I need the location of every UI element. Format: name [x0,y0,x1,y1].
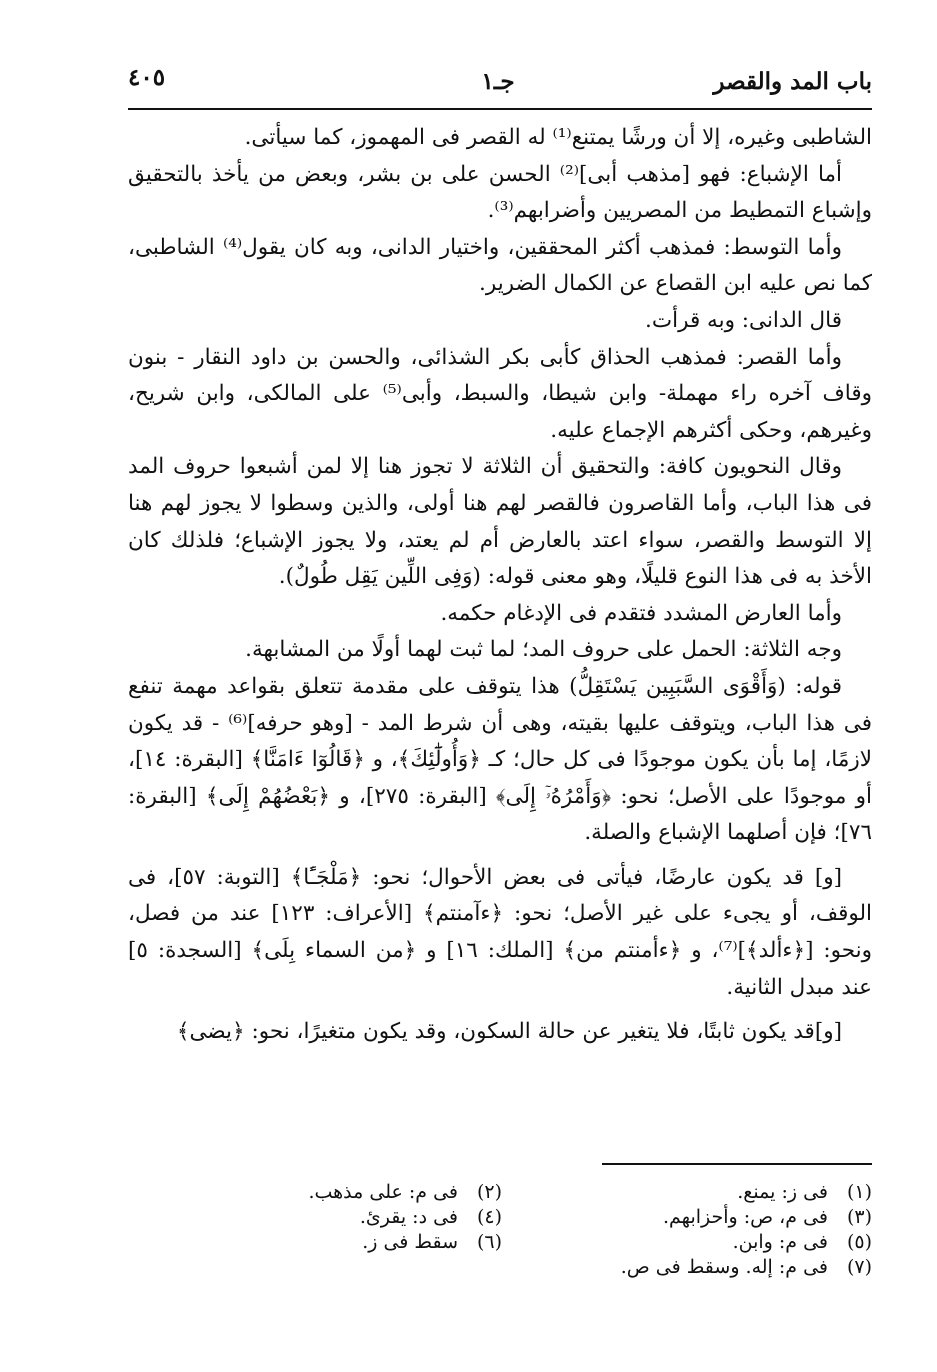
footnote-row [128,1180,872,1205]
footnote-text: فى م، ص: وأحزابهم. [663,1206,828,1228]
footnotes [128,1180,872,1280]
paragraph: وقال النحويون كافة: والتحقيق أن الثلاثة لا تجوز هنا إلا لمن أشبعوا حروف المد فى هذا الباب، وأما القاصرون فالقصر لهم هنا أولى، والذين وسطوا لا يجوز لهم هنا إلا التوسط والقصر، سواء اعتد بالعارض أم لم يعتد، ولا يجوز الإشباع؛ فلذلك كان الأخذ به فى هذا النوع قليلًا، وهو معنى قوله: (وَفِى اللِّين يَقِل طُولٌ). [128,454,872,590]
footnote [132,1205,502,1230]
paragraph: قال الدانى: وبه قرأت. [645,307,842,333]
footnote-text: فى م: وابن. [732,1231,828,1253]
paragraph: الشاطبى وغيره، إلا أن ورشًا يمتنع⁽¹⁾ له القصر فى المهموز، كما سيأتى. [244,125,872,150]
footnote-number: (١) [846,1181,872,1203]
footnote-number: (٤) [476,1206,502,1228]
paragraph: قوله: (وَأَقْوَى السَّبَبِين يَسْتَقِلُّ) هذا يتوقف على مقدمة تتعلق بقواعد مهمة تنفع فى هذا الباب، ويتوقف عليها بقيته، وهى أن شرط المد - [وهو حرفه]⁽⁶⁾ - قد يكون لازمًا، إما بأن يكون موجودًا فى كل حال؛ كـ ﴿وَأُولَٰٓئِكَ﴾، و ﴿قَالُوٓا ءَامَنَّا﴾ [البقرة: ١٤]، أو موجودًا على الأصل؛ نحو: ﴿وَأَمْرُهُۥٓ إِلَى﴾ [البقرة: ٢٧٥]، و ﴿بَعْضُهُمْ إِلَى﴾ [البقرة: ٧٦]؛ فإن أصلهما الإشباع والصلة. [128,673,872,846]
footnote-divider [602,1163,872,1165]
paragraph: وأما التوسط: فمذهب أكثر المحققين، واختيار الدانى، وبه كان يقول⁽⁴⁾ الشاطبى، كما نص عليه ابن القصاع عن الكمال الضرير. [128,234,872,297]
footnote-row [128,1230,872,1255]
footnote-row [128,1255,872,1280]
footnote [502,1205,872,1230]
footnote-text: فى د: يقرئ. [359,1206,458,1228]
header-divider [128,108,872,110]
footnote [132,1230,502,1255]
page-number: ٤٠٥ [128,64,166,91]
footnote [502,1255,872,1280]
paragraph: [و] قد يكون عارضًا، فيأتى فى بعض الأحوال؛ نحو: ﴿مَلْجَـًٔا﴾ [التوبة: ٥٧]، فى الوقف، أو يجىء على غير الأصل؛ نحو: ﴿ءآمنتم﴾ [الأعراف: ١٢٣] عند من فصل، ونحو: [﴿ءألد﴾]⁽⁷⁾، و ﴿ءأمنتم من﴾ [الملك: ١٦] و ﴿من السماء بِلَى﴾ [السجدة: ٥] عند مبدل الثانية. [128,864,873,1000]
page-header [128,56,872,108]
footnote-row [128,1205,872,1230]
footnote [502,1230,872,1255]
paragraph: وأما العارض المشدد فتقدم فى الإدغام حكمه. [440,600,842,626]
paragraph: أما الإشباع: فهو [مذهب أبى]⁽²⁾ الحسن على بن بشر، وبعض من يأخذ بالتحقيق وإشباع التمطيط من المصريين وأضرابهم⁽³⁾. [128,161,872,224]
footnote [132,1180,502,1205]
footnote-text: فى م: إله. وسقط فى ص. [620,1256,828,1278]
footnote-number: (٥) [846,1231,872,1253]
footnote-text: فى ز: يمنع. [737,1181,828,1203]
footnote-text: سقط فى ز. [362,1231,458,1253]
footnote-number: (٦) [476,1231,502,1253]
main-text [128,120,872,1051]
footnote-text: فى م: على مذهب. [308,1181,458,1203]
footnote [502,1180,872,1205]
footnote-number: (٧) [846,1256,872,1278]
footnote-number: (٣) [846,1206,872,1228]
chapter-title: باب المد والقصر [713,68,872,95]
footnote-number: (٢) [476,1181,502,1203]
paragraph: وجه الثلاثة: الحمل على حروف المد؛ لما ثبت لهما أولًا من المشابهة. [245,637,842,663]
paragraph: وأما القصر: فمذهب الحذاق كأبى بكر الشذائى، والحسن بن داود النقار - بنون وقاف آخره راء مهملة- وابن شيطا، والسبط، وأبى⁽⁵⁾ على المالكى، وابن شريح، وغيرهم، وحكى أكثرهم الإجماع عليه. [128,344,872,443]
volume-label: جـ١ [481,68,515,95]
paragraph: [و]قد يكون ثابتًا، فلا يتغير عن حالة السكون، وقد يكون متغيرًا، نحو: ﴿يضى﴾ [176,1019,842,1045]
